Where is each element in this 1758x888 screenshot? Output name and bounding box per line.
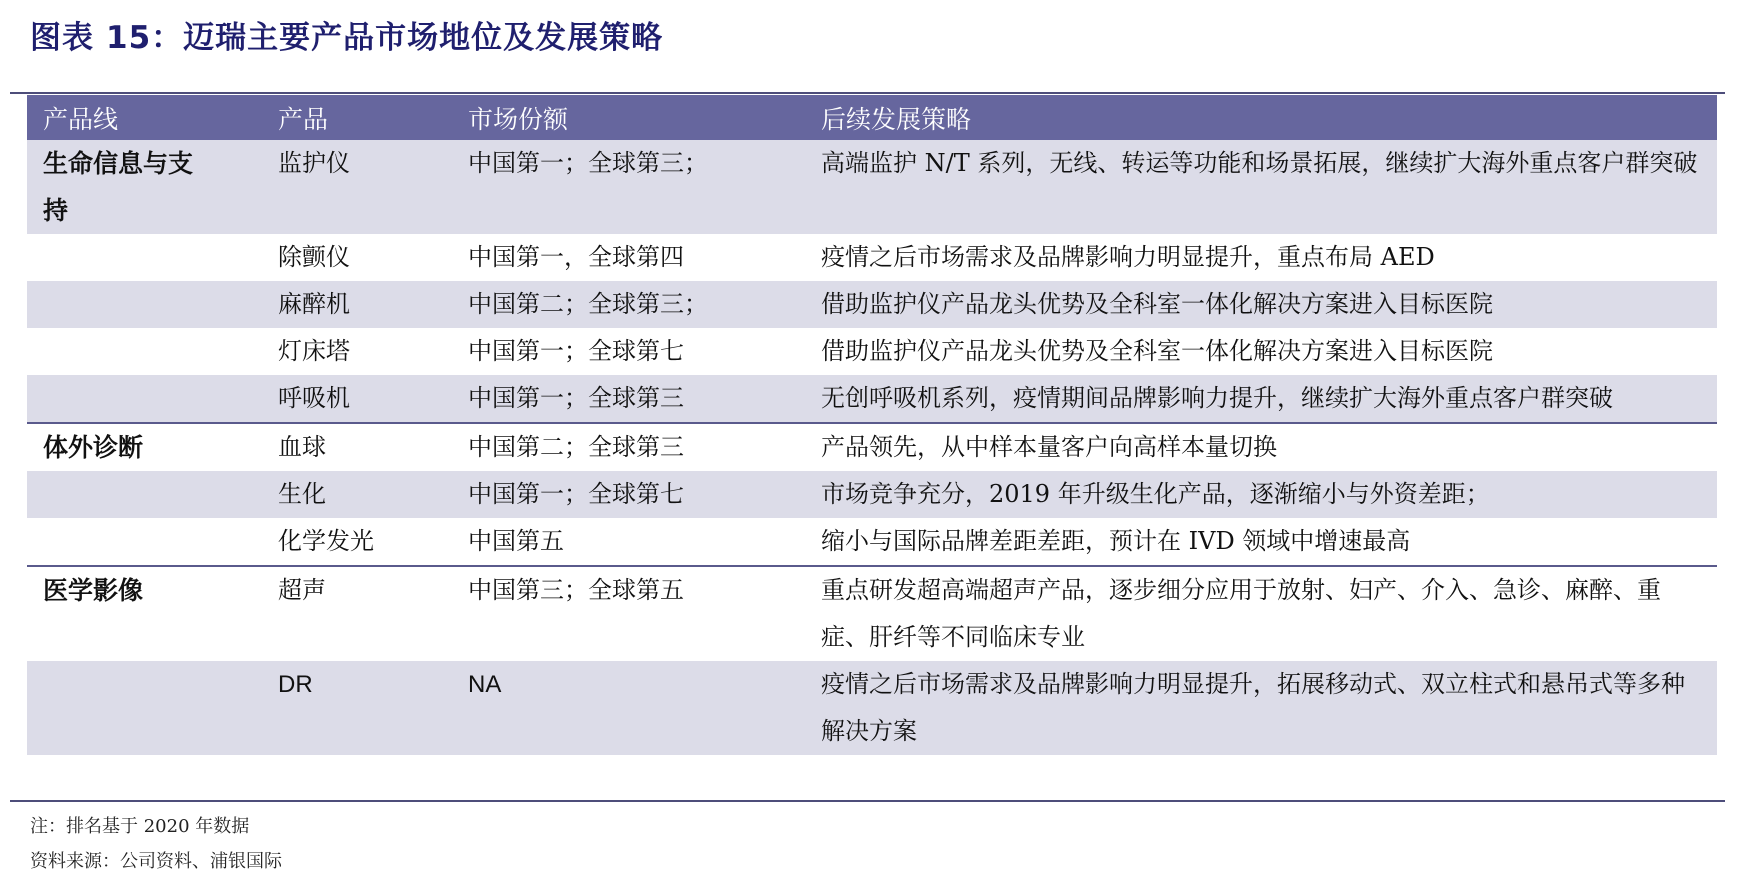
product-cell: 灯床塔	[278, 337, 350, 365]
table-header-row	[27, 95, 1717, 140]
strategy-cell: 产品领先，从中样本量客户向高样本量切换	[805, 423, 1717, 471]
strategy-cell: 重点研发超高端超声产品，逐步细分应用于放射、妇产、介入、急诊、麻醉、重症、肝纤等不同临床专业	[805, 566, 1717, 661]
table-row	[27, 140, 1717, 234]
product-cell: 呼吸机	[262, 375, 452, 423]
strategy-cell: 市场竞争充分，2019 年升级生化产品，逐渐缩小与外资差距；	[805, 471, 1717, 518]
product-cell: 监护仪	[262, 140, 452, 234]
share-cell: NA	[452, 661, 805, 755]
table-row	[27, 566, 1717, 661]
share-cell: 中国第一，全球第四	[468, 243, 684, 271]
share-cell: 中国第一；全球第三；	[452, 140, 805, 234]
share-cell: 中国第二；全球第三	[452, 423, 805, 471]
product-cell: DR	[262, 661, 452, 755]
product-cell: 生化	[262, 471, 452, 518]
product-line-cell	[27, 375, 262, 423]
figure-title-text: 迈瑞主要产品市场地位及发展策略	[183, 20, 664, 56]
table-row	[27, 375, 1717, 423]
table-row	[27, 661, 1717, 755]
product-line-cell: 生命信息与支持	[27, 140, 262, 234]
strategy-cell: 高端监护 N/T 系列，无线、转运等功能和场景拓展，继续扩大海外重点客户群突破	[805, 140, 1717, 234]
table-row	[27, 423, 1717, 471]
product-line-cell	[27, 471, 262, 518]
table-row	[27, 328, 1717, 375]
strategy-cell: 借助监护仪产品龙头优势及全科室一体化解决方案进入目标医院	[805, 281, 1717, 328]
share-cell: 中国第一；全球第七	[452, 471, 805, 518]
share-cell: 中国第一；全球第三	[452, 375, 805, 423]
share-cell: 中国第一；全球第七	[468, 337, 684, 365]
table-row	[27, 281, 1717, 328]
header-product-line: 产品线	[27, 95, 262, 140]
figure-title-number: 15：	[106, 20, 184, 56]
header-product: 产品	[262, 95, 452, 140]
product-line-cell: 医学影像	[27, 566, 262, 661]
product-strategy-table	[27, 95, 1717, 755]
footnote: 注：排名基于 2020 年数据	[30, 816, 250, 837]
strategy-cell: 疫情之后市场需求及品牌影响力明显提升，重点布局 AED	[821, 243, 1435, 271]
product-line-cell	[27, 518, 262, 566]
product-cell: 麻醉机	[262, 281, 452, 328]
strategy-cell: 缩小与国际品牌差距差距，预计在 IVD 领域中增速最高	[821, 527, 1411, 555]
figure-title-prefix: 图表	[30, 20, 94, 56]
product-cell: 除颤仪	[278, 243, 350, 271]
product-cell: 血球	[262, 423, 452, 471]
source-line: 资料来源：公司资料、浦银国际	[30, 851, 282, 872]
header-strategy: 后续发展策略	[805, 95, 1717, 140]
figure-title	[30, 12, 663, 57]
table-row	[27, 234, 1717, 281]
strategy-cell: 借助监护仪产品龙头优势及全科室一体化解决方案进入目标医院	[821, 337, 1493, 365]
product-line-cell	[27, 661, 262, 755]
table-row	[27, 471, 1717, 518]
share-cell: 中国第三；全球第五	[452, 566, 805, 661]
product-line-cell	[27, 234, 262, 281]
bottom-rule	[10, 800, 1725, 802]
share-cell: 中国第五	[468, 527, 564, 555]
top-rule	[10, 92, 1725, 94]
strategy-cell: 无创呼吸机系列，疫情期间品牌影响力提升，继续扩大海外重点客户群突破	[805, 375, 1717, 423]
share-cell: 中国第二；全球第三；	[452, 281, 805, 328]
table-row	[27, 518, 1717, 566]
product-line-cell: 体外诊断	[27, 423, 262, 471]
header-market-share: 市场份额	[452, 95, 805, 140]
product-cell: 超声	[262, 566, 452, 661]
strategy-cell: 疫情之后市场需求及品牌影响力明显提升，拓展移动式、双立柱式和悬吊式等多种解决方案	[805, 661, 1717, 755]
product-line-cell	[27, 328, 262, 375]
product-line-cell	[27, 281, 262, 328]
product-cell: 化学发光	[278, 527, 374, 555]
